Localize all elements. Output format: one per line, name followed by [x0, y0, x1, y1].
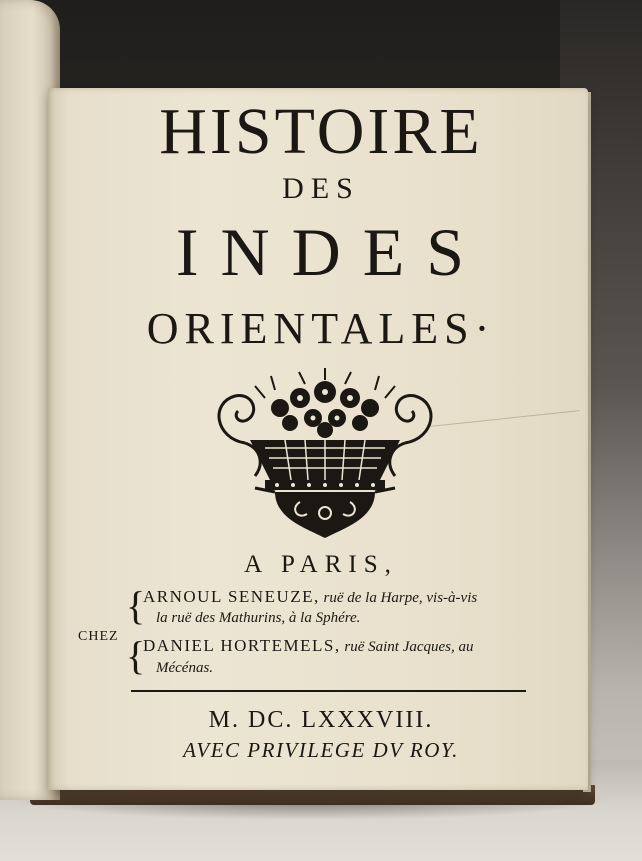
- title-histoire: HISTOIRE: [159, 95, 483, 168]
- publisher1-line1: [143, 587, 477, 608]
- publisher2-line1: [143, 636, 474, 657]
- publisher2-address1: ruë Saint Jacques, au: [344, 639, 474, 655]
- place-of-printing: A PARIS,: [244, 551, 398, 578]
- title-indes: INDES: [175, 214, 487, 290]
- title-orientales: [0, 305, 642, 353]
- chez-label: CHEZ: [78, 629, 119, 644]
- brace-bottom-icon: {: [126, 633, 146, 678]
- fruit-basket-ornament-icon: [205, 368, 445, 543]
- title-des: DES: [282, 172, 360, 205]
- title-orientales-mark: ·: [474, 304, 496, 353]
- publication-date: M. DC. LXXXVIII.: [208, 707, 434, 733]
- publisher2-line2: [156, 658, 213, 678]
- horizontal-rule: [131, 690, 526, 692]
- brace-top-icon: {: [126, 583, 146, 628]
- title-orientales-text: ORIENTALES: [146, 304, 475, 353]
- publisher1-name: ARNOUL SENEUZE,: [143, 587, 320, 606]
- publisher1-address2: la ruë des Mathurins, à la Sphére.: [156, 610, 361, 626]
- publisher1-address1: ruë de la Harpe, vis-à-vis: [323, 590, 478, 606]
- royal-privilege: AVEC PRIVILEGE DV ROY.: [183, 738, 459, 762]
- publisher2-name: DANIEL HORTEMELS,: [143, 636, 341, 655]
- publisher2-address2: Mécénas.: [156, 660, 214, 676]
- publisher1-line2: [156, 608, 360, 628]
